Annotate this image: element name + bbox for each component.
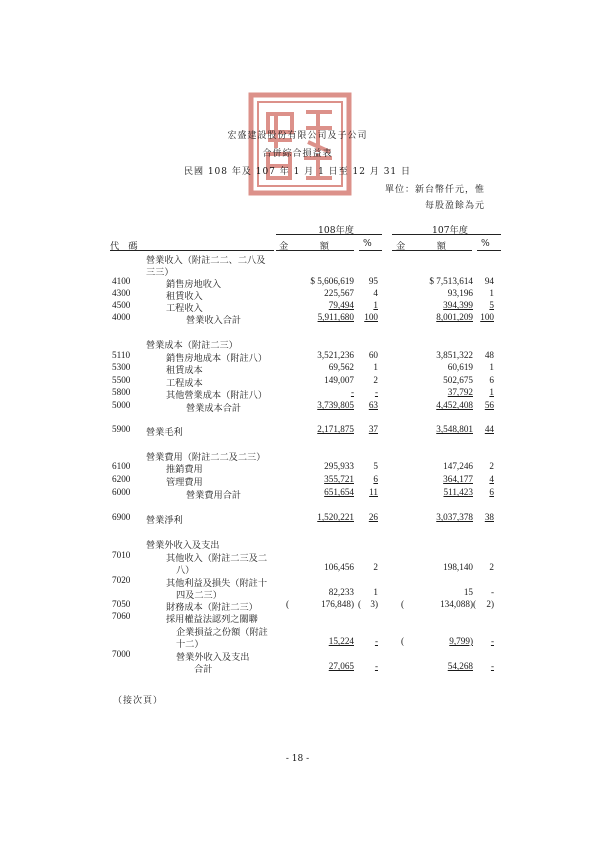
row-prev-value: 54,268 bbox=[447, 661, 473, 671]
row-code: 4500 bbox=[112, 300, 131, 310]
row-prev-value: 93,196 bbox=[447, 288, 473, 298]
row-prev-pct-value: 6 bbox=[489, 487, 494, 497]
row-code: 6200 bbox=[112, 474, 131, 484]
row-label: 營業費用（附註二二及二三） bbox=[146, 452, 266, 463]
code-rule bbox=[110, 250, 274, 251]
row-code: 4100 bbox=[112, 276, 131, 286]
row-cur-value: 176,848) bbox=[321, 599, 354, 609]
row-code: 6900 bbox=[112, 512, 131, 522]
amount-header-107: 金 額 bbox=[396, 241, 447, 252]
row-cur-pct-value: 60 bbox=[368, 350, 378, 360]
year-108-header: 108年度 bbox=[318, 225, 354, 236]
row-cur-pct-value: 1 bbox=[373, 587, 378, 597]
period: 民國 108 年及 107 年 1 月 1 日至 12 月 31 日 bbox=[183, 167, 412, 177]
row-label: 租賃收入 bbox=[166, 291, 203, 302]
row-prev-pct-value: 94 bbox=[484, 276, 494, 286]
pct-rule-108 bbox=[359, 250, 382, 251]
pct-header-107: % bbox=[481, 238, 490, 249]
row-cur-pct-value: 95 bbox=[368, 276, 378, 286]
row-label: 財務成本（附註二三） bbox=[166, 602, 258, 613]
row-cur-pct-value: 37 bbox=[368, 424, 378, 434]
row-prev-value: 4,452,408 bbox=[436, 400, 473, 410]
row-label: 其他利益及損失（附註十 bbox=[166, 578, 268, 589]
row-label: 銷售房地收入 bbox=[166, 279, 222, 290]
row-prev-value: 37,792 bbox=[447, 387, 473, 397]
row-code: 6000 bbox=[112, 487, 131, 497]
row-label: 營業成本（附註二三） bbox=[146, 340, 238, 351]
row-code: 7020 bbox=[112, 575, 131, 585]
row-label: 管理費用 bbox=[166, 477, 203, 488]
row-code: 7050 bbox=[112, 599, 131, 609]
row-cur-value: $ 5,606,619 bbox=[310, 276, 354, 286]
row-prev-value: 364,177 bbox=[443, 474, 473, 484]
row-label: 八） bbox=[176, 565, 195, 576]
row-label: 四及二三） bbox=[176, 590, 222, 601]
row-prev-pct-value: 48 bbox=[484, 350, 494, 360]
row-cur-pct-value: - bbox=[374, 636, 378, 646]
row-cur-pct-value: 1 bbox=[373, 300, 378, 310]
row-label: 十二） bbox=[176, 639, 204, 650]
company-seal-stamp bbox=[248, 92, 352, 196]
open-paren: ( bbox=[357, 599, 361, 609]
row-cur-value: 3,521,236 bbox=[317, 350, 354, 360]
row-cur-pct-value: 4 bbox=[373, 288, 378, 298]
page-number: - 18 - bbox=[285, 754, 310, 764]
row-code: 5110 bbox=[112, 350, 131, 360]
year-107-header: 107年度 bbox=[432, 225, 468, 236]
row-code: 5500 bbox=[112, 375, 131, 385]
row-prev-value: 9,799) bbox=[449, 636, 473, 646]
company-name: 宏盛建設股份有限公司及子公司 bbox=[227, 131, 368, 141]
row-label: 營業收入（附註二二、二八及 bbox=[146, 255, 266, 266]
row-prev-pct-value: 100 bbox=[480, 312, 494, 322]
open-paren: ( bbox=[400, 599, 404, 609]
header-rule-108 bbox=[276, 234, 382, 235]
row-code: 5900 bbox=[112, 424, 131, 434]
row-label: 營業收入合計 bbox=[186, 315, 242, 326]
row-code: 5800 bbox=[112, 387, 131, 397]
pct-header-108: % bbox=[363, 238, 372, 249]
continued-note: （接次頁） bbox=[113, 696, 164, 706]
header-rule-107 bbox=[392, 234, 501, 235]
row-label: 營業淨利 bbox=[146, 515, 183, 526]
row-label: 採用權益法認列之關聯 bbox=[166, 614, 258, 625]
row-cur-pct-value: 63 bbox=[368, 400, 378, 410]
row-prev-pct-value: - bbox=[490, 661, 494, 671]
row-prev-value: 394,399 bbox=[443, 300, 473, 310]
open-paren: ( bbox=[285, 599, 289, 609]
row-cur-value: 79,494 bbox=[328, 300, 354, 310]
row-cur-pct-value: 6 bbox=[373, 474, 378, 484]
row-cur-value: 295,933 bbox=[324, 461, 354, 471]
row-cur-value: 69,562 bbox=[328, 362, 354, 372]
row-label: 租賃成本 bbox=[166, 365, 203, 376]
row-cur-value: 651,654 bbox=[324, 487, 354, 497]
row-cur-pct-value: - bbox=[374, 387, 378, 397]
row-prev-value: 3,851,322 bbox=[436, 350, 473, 360]
row-cur-pct-value: 2 bbox=[373, 562, 378, 572]
row-label: 推銷費用 bbox=[166, 464, 203, 475]
open-paren: ( bbox=[472, 599, 476, 609]
row-cur-value: 106,456 bbox=[324, 562, 354, 572]
row-prev-value: 511,423 bbox=[443, 487, 473, 497]
row-code: 4300 bbox=[112, 288, 131, 298]
row-cur-value: 1,520,221 bbox=[317, 512, 354, 522]
row-cur-value: 149,007 bbox=[324, 375, 354, 385]
row-cur-pct-value: 2 bbox=[373, 375, 378, 385]
row-code: 4000 bbox=[112, 312, 131, 322]
row-prev-pct-value: 2 bbox=[489, 562, 494, 572]
row-prev-value: 15 bbox=[463, 587, 473, 597]
row-label: 營業外收入及支出 bbox=[176, 652, 250, 663]
row-code: 6100 bbox=[112, 461, 131, 471]
row-label: 工程收入 bbox=[166, 303, 203, 314]
row-prev-pct-value: 1 bbox=[489, 387, 494, 397]
row-code: 5000 bbox=[112, 400, 131, 410]
row-prev-pct-value: 2 bbox=[489, 461, 494, 471]
row-cur-value: 2,171,875 bbox=[317, 424, 354, 434]
code-header: 代 碼 bbox=[110, 241, 138, 252]
row-prev-value: 60,619 bbox=[447, 362, 473, 372]
row-prev-pct-value: 56 bbox=[484, 400, 494, 410]
row-prev-value: $ 7,513,614 bbox=[429, 276, 473, 286]
row-code: 7010 bbox=[112, 550, 131, 560]
row-prev-value: 198,140 bbox=[443, 562, 473, 572]
row-prev-value: 502,675 bbox=[443, 375, 473, 385]
row-prev-pct-value: 38 bbox=[484, 512, 494, 522]
statement-title: 合併綜合損益表 bbox=[262, 149, 333, 159]
row-cur-value: 3,739,805 bbox=[317, 400, 354, 410]
row-label: 營業費用合計 bbox=[186, 490, 242, 501]
row-label: 營業外收入及支出 bbox=[146, 540, 220, 551]
row-prev-value: 3,037,378 bbox=[436, 512, 473, 522]
row-cur-pct-value: 3) bbox=[370, 599, 378, 609]
unit-line-1: 單位：新台幣仟元，惟 bbox=[384, 185, 485, 195]
row-label: 合計 bbox=[194, 664, 213, 675]
row-prev-value: 147,246 bbox=[443, 461, 473, 471]
amount-rule-108 bbox=[276, 250, 354, 251]
row-cur-value: 5,911,680 bbox=[317, 312, 354, 322]
row-label: 企業損益之份額（附註 bbox=[176, 627, 268, 638]
row-cur-pct-value: - bbox=[374, 661, 378, 671]
row-prev-pct-value: 6 bbox=[489, 375, 494, 385]
row-cur-value: 225,567 bbox=[324, 288, 354, 298]
row-label: 營業成本合計 bbox=[186, 403, 242, 414]
row-label: 銷售房地成本（附註八） bbox=[166, 353, 268, 364]
row-cur-value: - bbox=[350, 387, 354, 397]
amount-header-108: 金 額 bbox=[279, 241, 330, 252]
open-paren: ( bbox=[400, 636, 404, 646]
row-code: 7000 bbox=[112, 649, 131, 659]
row-cur-pct-value: 26 bbox=[368, 512, 378, 522]
row-cur-pct-value: 100 bbox=[364, 312, 378, 322]
row-cur-value: 82,233 bbox=[328, 587, 354, 597]
row-cur-pct-value: 1 bbox=[373, 362, 378, 372]
row-cur-pct-value: 5 bbox=[373, 461, 378, 471]
pct-rule-107 bbox=[477, 250, 501, 251]
row-label: 其他收入（附註二三及二 bbox=[166, 553, 268, 564]
amount-rule-107 bbox=[392, 250, 472, 251]
row-prev-pct-value: 5 bbox=[489, 300, 494, 310]
row-prev-pct-value: 44 bbox=[484, 424, 494, 434]
row-prev-value: 8,001,209 bbox=[436, 312, 473, 322]
row-cur-value: 355,721 bbox=[324, 474, 354, 484]
row-prev-pct-value: - bbox=[490, 587, 494, 597]
row-prev-pct-value: - bbox=[490, 636, 494, 646]
row-label: 工程成本 bbox=[166, 378, 203, 389]
row-prev-pct-value: 4 bbox=[489, 474, 494, 484]
row-label: 三三） bbox=[146, 267, 174, 278]
row-code: 7060 bbox=[112, 611, 131, 621]
row-cur-pct-value: 11 bbox=[369, 487, 378, 497]
row-prev-value: 134,088) bbox=[440, 599, 473, 609]
row-label: 營業毛利 bbox=[146, 427, 183, 438]
row-code: 5300 bbox=[112, 362, 131, 372]
row-cur-value: 27,065 bbox=[328, 661, 354, 671]
row-prev-value: 3,548,801 bbox=[436, 424, 473, 434]
row-prev-pct-value: 2) bbox=[486, 599, 494, 609]
row-label: 其他營業成本（附註八） bbox=[166, 390, 268, 401]
row-cur-value: 15,224 bbox=[328, 636, 354, 646]
row-prev-pct-value: 1 bbox=[489, 288, 494, 298]
unit-line-2: 每股盈餘為元 bbox=[424, 201, 485, 211]
row-prev-pct-value: 1 bbox=[489, 362, 494, 372]
